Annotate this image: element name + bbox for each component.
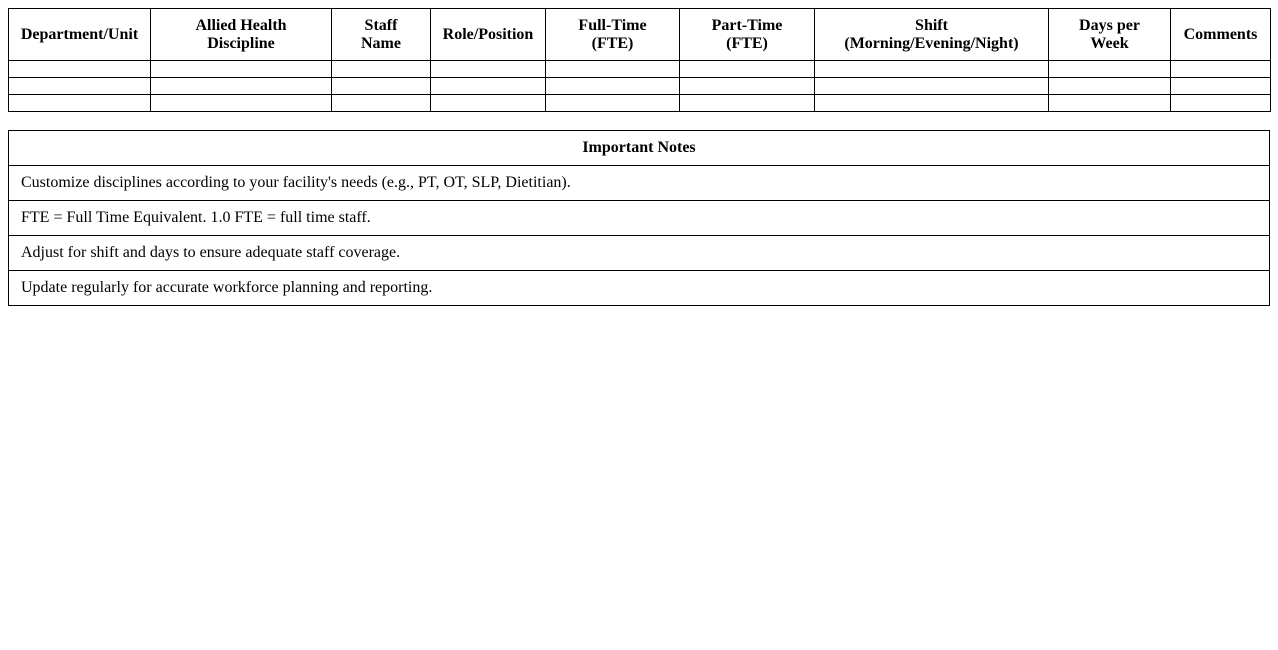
table-cell-shift[interactable] [815,95,1049,112]
table-cell-full-time[interactable] [546,61,680,78]
table-cell-role[interactable] [431,95,546,112]
table-cell-full-time[interactable] [546,95,680,112]
notes-header-row [9,131,1270,166]
header-text: Comments [1183,25,1258,43]
table-cell-shift[interactable] [815,78,1049,95]
header-text: Shift [915,16,948,34]
header-staff-name [332,9,431,61]
table-cell-discipline[interactable] [151,95,332,112]
table-cell-staff-name[interactable] [332,78,431,95]
header-part-time-fte [680,9,815,61]
header-text: (FTE) [726,34,768,52]
table-row [9,78,1271,95]
table-cell-department[interactable] [9,61,151,78]
note-item: Adjust for shift and days to ensure adequate staff coverage. [9,236,1270,271]
table-cell-comments[interactable] [1171,61,1271,78]
table-cell-role[interactable] [431,78,546,95]
table-cell-comments[interactable] [1171,95,1271,112]
header-text: Name [361,34,401,52]
note-row [9,271,1270,306]
table-cell-comments[interactable] [1171,78,1271,95]
staffing-table [8,8,1271,112]
notes-title: Important Notes [9,131,1270,166]
header-text: (FTE) [591,34,634,52]
header-text: Full-Time [578,16,647,34]
header-text: (Morning/Evening/Night) [844,34,1019,52]
header-text: Week [1090,34,1129,52]
header-department-unit [9,9,151,61]
note-row [9,236,1270,271]
staffing-table-header-row [9,9,1271,61]
header-text: Part-Time [711,16,783,34]
table-cell-department[interactable] [9,78,151,95]
header-role-position [431,9,546,61]
table-cell-discipline[interactable] [151,61,332,78]
table-row [9,95,1271,112]
table-cell-days[interactable] [1049,95,1171,112]
note-item: Update regularly for accurate workforce planning and reporting. [9,271,1270,306]
header-comments [1171,9,1271,61]
table-cell-days[interactable] [1049,78,1171,95]
header-allied-health-discipline [151,9,332,61]
table-cell-department[interactable] [9,95,151,112]
header-text: Staff [364,16,398,34]
table-cell-full-time[interactable] [546,78,680,95]
header-text: Allied Health [195,16,287,34]
table-cell-discipline[interactable] [151,78,332,95]
document-page [0,0,1278,306]
table-cell-shift[interactable] [815,61,1049,78]
table-row [9,61,1271,78]
table-cell-staff-name[interactable] [332,95,431,112]
note-row [9,201,1270,236]
table-cell-part-time[interactable] [680,61,815,78]
header-days-per-week [1049,9,1171,61]
header-text: Role/Position [442,25,534,43]
header-shift [815,9,1049,61]
note-item: FTE = Full Time Equivalent. 1.0 FTE = full time staff. [9,201,1270,236]
note-row [9,166,1270,201]
header-text: Days per [1079,16,1140,34]
table-cell-staff-name[interactable] [332,61,431,78]
header-text: Discipline [207,34,275,52]
table-cell-part-time[interactable] [680,95,815,112]
table-cell-days[interactable] [1049,61,1171,78]
table-cell-part-time[interactable] [680,78,815,95]
table-cell-role[interactable] [431,61,546,78]
note-item: Customize disciplines according to your facility's needs (e.g., PT, OT, SLP, Dietitian). [9,166,1270,201]
header-text: Department/Unit [20,25,139,43]
important-notes-table [8,130,1270,306]
header-full-time-fte [546,9,680,61]
